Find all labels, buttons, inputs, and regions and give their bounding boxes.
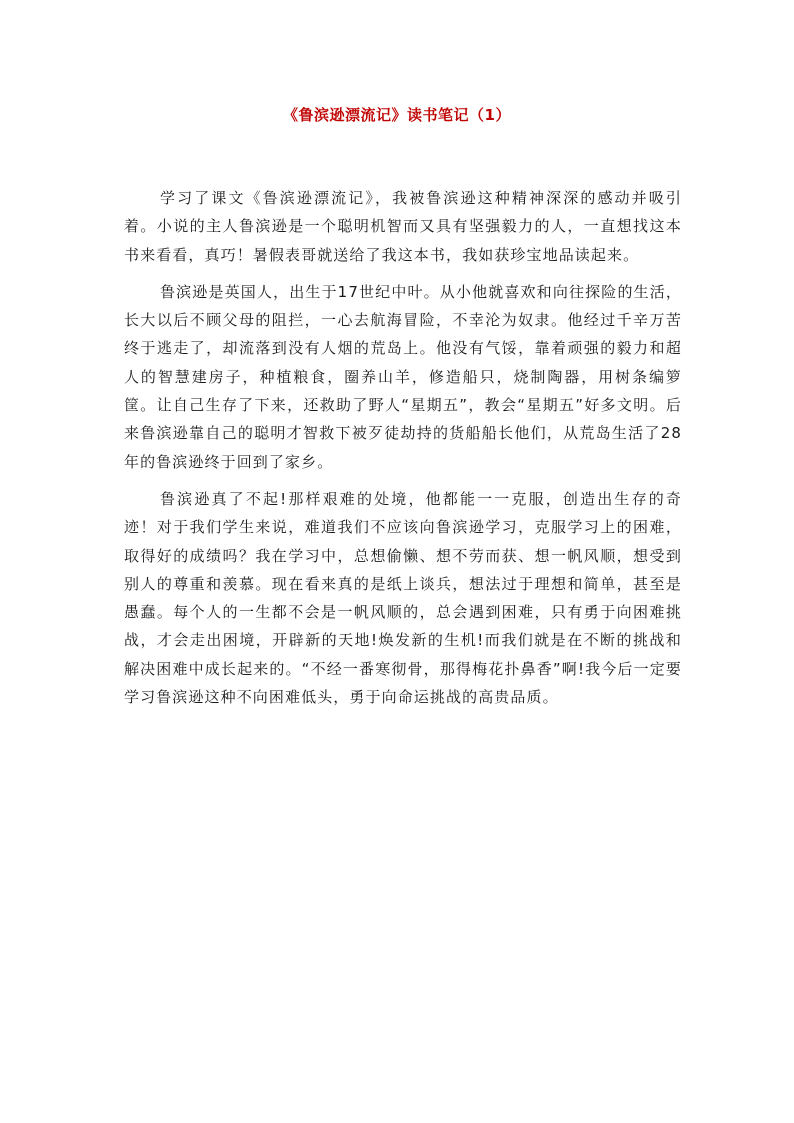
document-title: 《鲁滨逊漂流记》读书笔记（1） — [283, 106, 511, 124]
paragraph-2: 鲁滨逊是英国人，出生于17世纪中叶。从小他就喜欢和向往探险的生活，长大以后不顾父母的阻拦，一心去航海冒险，不幸沦为奴隶。他经过千辛万苦终于逃走了，却流落到没有人烟的荒岛上。他没有气馁，靠着顽强的毅力和超人的智慧建房子，种植粮食，圈养山羊，修造船只，烧制陶器，用树条编箩筐。让自己生存了下来，还救助了野人“星期五”，教会“星期五”好多文明。后来鲁滨逊靠自己的聪明才智救下被歹徒劫持的货船船长他们，从荒岛生活了28年的鲁滨逊终于回到了家乡。 — [124, 282, 682, 471]
paragraph-3: 鲁滨逊真了不起!那样艰难的处境，他都能一一克服，创造出生存的奇迹！对于我们学生来说，难道我们不应该向鲁滨逊学习，克服学习上的困难，取得好的成绩吗？我在学习中，总想偷懒、想不劳而获、想一帆风顺，想受到别人的尊重和羡慕。现在看来真的是纸上谈兵，想法过于理想和简单，甚至是愚蠢。每个人的一生都不会是一帆风顺的，总会遇到困难，只有勇于向困难挑战，才会走出困境，开辟新的天地!焕发新的生机!而我们就是在不断的挑战和解决困难中成长起来的。“不经一番寒彻骨，那得梅花扑鼻香”啊!我今后一定要学习鲁滨逊这种不向困难低头，勇于向命运挑战的高贵品质。 — [124, 489, 682, 707]
document-body — [124, 184, 682, 711]
paragraph-1: 学习了课文《鲁滨逊漂流记》，我被鲁滨逊这种精神深深的感动并吸引着。小说的主人鲁滨逊是一个聪明机智而又具有坚强毅力的人，一直想找这本书来看看，真巧！暑假表哥就送给了我这本书，我如获珍宝地品读起来。 — [124, 189, 682, 264]
